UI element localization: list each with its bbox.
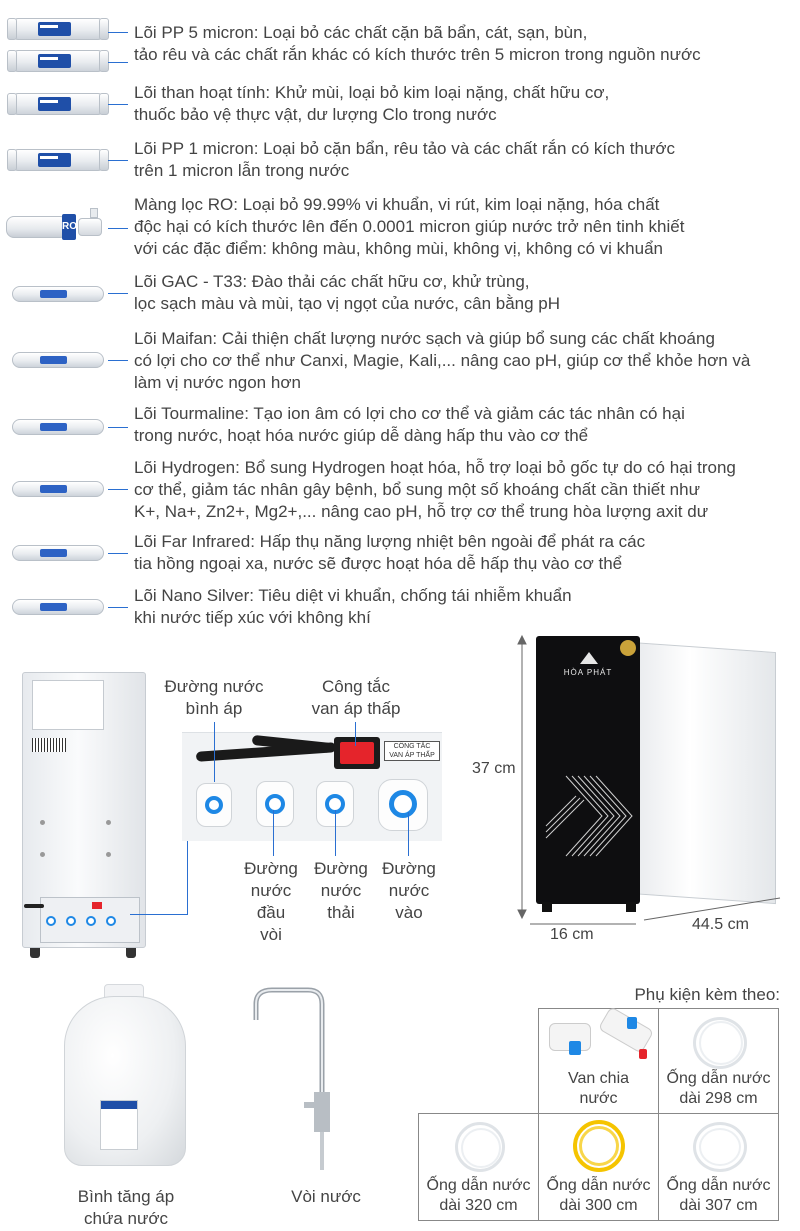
- accessory-hose-307-label: Ống dẫn nước dài 307 cm: [666, 1177, 771, 1214]
- filter-desc-pp5: Lõi PP 5 micron: Loại bỏ các chất cặn bã bẩn, cát, sạn, bùn, tảo rêu và các chất rắn khác có kích thước trên 5 micron trong nguồn nước: [134, 23, 701, 64]
- label-outlet-faucet: Đường nước đầu vòi: [244, 859, 298, 944]
- faucet-icon: [246, 984, 366, 1174]
- accessory-valve-label: Van chia nước: [567, 1070, 630, 1107]
- accessory-hose-300: [538, 1113, 659, 1221]
- label-waste: Đường nước thải: [314, 859, 368, 922]
- label-low-pressure-switch: Công tắc van áp thấp: [311, 677, 401, 718]
- accessory-hose-298-label: Ống dẫn nước dài 298 cm: [666, 1070, 771, 1107]
- filter-item-pp5: [0, 10, 800, 80]
- nano-silver-cartridge: [12, 599, 104, 615]
- filter-desc-far-infrared: Lõi Far Infrared: Hấp thụ năng lượng nhiệt bên ngoài để phát ra các tia hồng ngoại xa, nước sẽ được hoạt hóa dễ hấp thụ vào cơ thể: [134, 532, 646, 573]
- accessory-valve: [538, 1008, 659, 1114]
- filter-item-far-infrared: [0, 531, 800, 579]
- switch-sticker: CÔNG TẮC VAN ÁP THẤP: [384, 741, 440, 761]
- tourmaline-cartridge: [12, 419, 104, 435]
- filter-desc-gac: Lõi GAC - T33: Đào thải các chất hữu cơ, khử trùng, lọc sạch màu và mùi, tạo vị ngọt của nước, cân bằng pH: [134, 272, 561, 313]
- accessory-hose-320-label: Ống dẫn nước dài 320 cm: [426, 1177, 531, 1214]
- label-inlet: Đường nước vào: [382, 859, 436, 922]
- dim-width: 16 cm: [550, 926, 594, 943]
- filter-item-pp1: [0, 138, 800, 188]
- pp1-cartridge: [12, 149, 104, 171]
- filter-desc-hydrogen: Lõi Hydrogen: Bổ sung Hydrogen hoạt hóa, hỗ trợ loại bỏ gốc tự do có hại trong cơ thể, giảm tác nhân gây bệnh, bổ sung một số khoáng chất cần thiết như K+, Na+, Zn2+, Mg2+,... nâng cao pH, hỗ trợ cơ thể trung hòa lượng axit dư: [134, 458, 736, 521]
- filter-item-carbon: [0, 82, 800, 132]
- maifan-cartridge: [12, 352, 104, 368]
- filter-desc-ro: Màng lọc RO: Loại bỏ 99.99% vi khuẩn, vi rút, kim loại nặng, hóa chất độc hại có kích thước lên đến 0.0001 micron giúp nước trở nên tinh khiết với các đặc điểm: không màu, không mùi, không vị, không có vi khuẩn: [134, 195, 685, 258]
- hydrogen-cartridge: [12, 481, 104, 497]
- tank-label: Bình tăng áp chứa nước: [77, 1187, 175, 1228]
- filter-desc-nano-silver: Lõi Nano Silver: Tiêu diệt vi khuẩn, chống tái nhiễm khuẩn khi nước tiếp xúc với không khí: [134, 586, 572, 627]
- accessory-hose-300-label: Ống dẫn nước dài 300 cm: [546, 1177, 651, 1214]
- accessory-hose-298: [658, 1008, 779, 1114]
- filter-item-hydrogen: [0, 457, 800, 525]
- dimension-lines: [0, 630, 800, 930]
- brand-name: HÒA PHÁT: [563, 668, 613, 677]
- far-infrared-cartridge: [12, 545, 104, 561]
- filter-desc-tourmaline: Lõi Tourmaline: Tạo ion âm có lợi cho cơ thể và giảm các tác nhân có hại trong nước, hoạt hóa nước giúp dễ dàng hấp thu vào cơ thể: [134, 404, 685, 445]
- accessory-hose-307: [658, 1113, 779, 1221]
- filter-desc-carbon: Lõi than hoạt tính: Khử mùi, loại bỏ kim loại nặng, chất hữu cơ, thuốc bảo vệ thực vật, dư lượng Clo trong nước: [134, 83, 610, 124]
- filter-item-ro: [0, 194, 800, 264]
- pp5-cartridge-top: [12, 18, 104, 40]
- accessories-title: Phụ kiện kèm theo:: [634, 985, 780, 1004]
- gac-cartridge: [12, 286, 104, 302]
- filter-desc-pp1: Lõi PP 1 micron: Loại bỏ cặn bẩn, rêu tảo và các chất rắn có kích thước trên 1 micron lẫn trong nước: [134, 139, 676, 180]
- carbon-cartridge: [12, 93, 104, 115]
- filter-item-maifan: [0, 328, 800, 394]
- filter-item-tourmaline: [0, 403, 800, 451]
- faucet-label: Vòi nước: [291, 1187, 361, 1206]
- filter-desc-maifan: Lõi Maifan: Cải thiện chất lượng nước sạch và giúp bổ sung các chất khoáng có lợi cho cơ thể như Canxi, Magie, Kali,... nâng cao pH, giúp cơ thể khỏe hơn và làm vị nước ngon hơn: [134, 329, 751, 392]
- filter-item-nano-silver: [0, 585, 800, 633]
- dim-height: 37 cm: [472, 760, 516, 777]
- ro-membrane: RO: [6, 214, 106, 240]
- label-pressure-tank: Đường nước bình áp: [164, 677, 264, 718]
- pressure-tank: [60, 984, 190, 1174]
- dim-depth: 44.5 cm: [692, 916, 749, 933]
- accessory-hose-320: [418, 1113, 539, 1221]
- pp5-cartridge-bottom: [12, 50, 104, 72]
- filter-item-gac: [0, 271, 800, 319]
